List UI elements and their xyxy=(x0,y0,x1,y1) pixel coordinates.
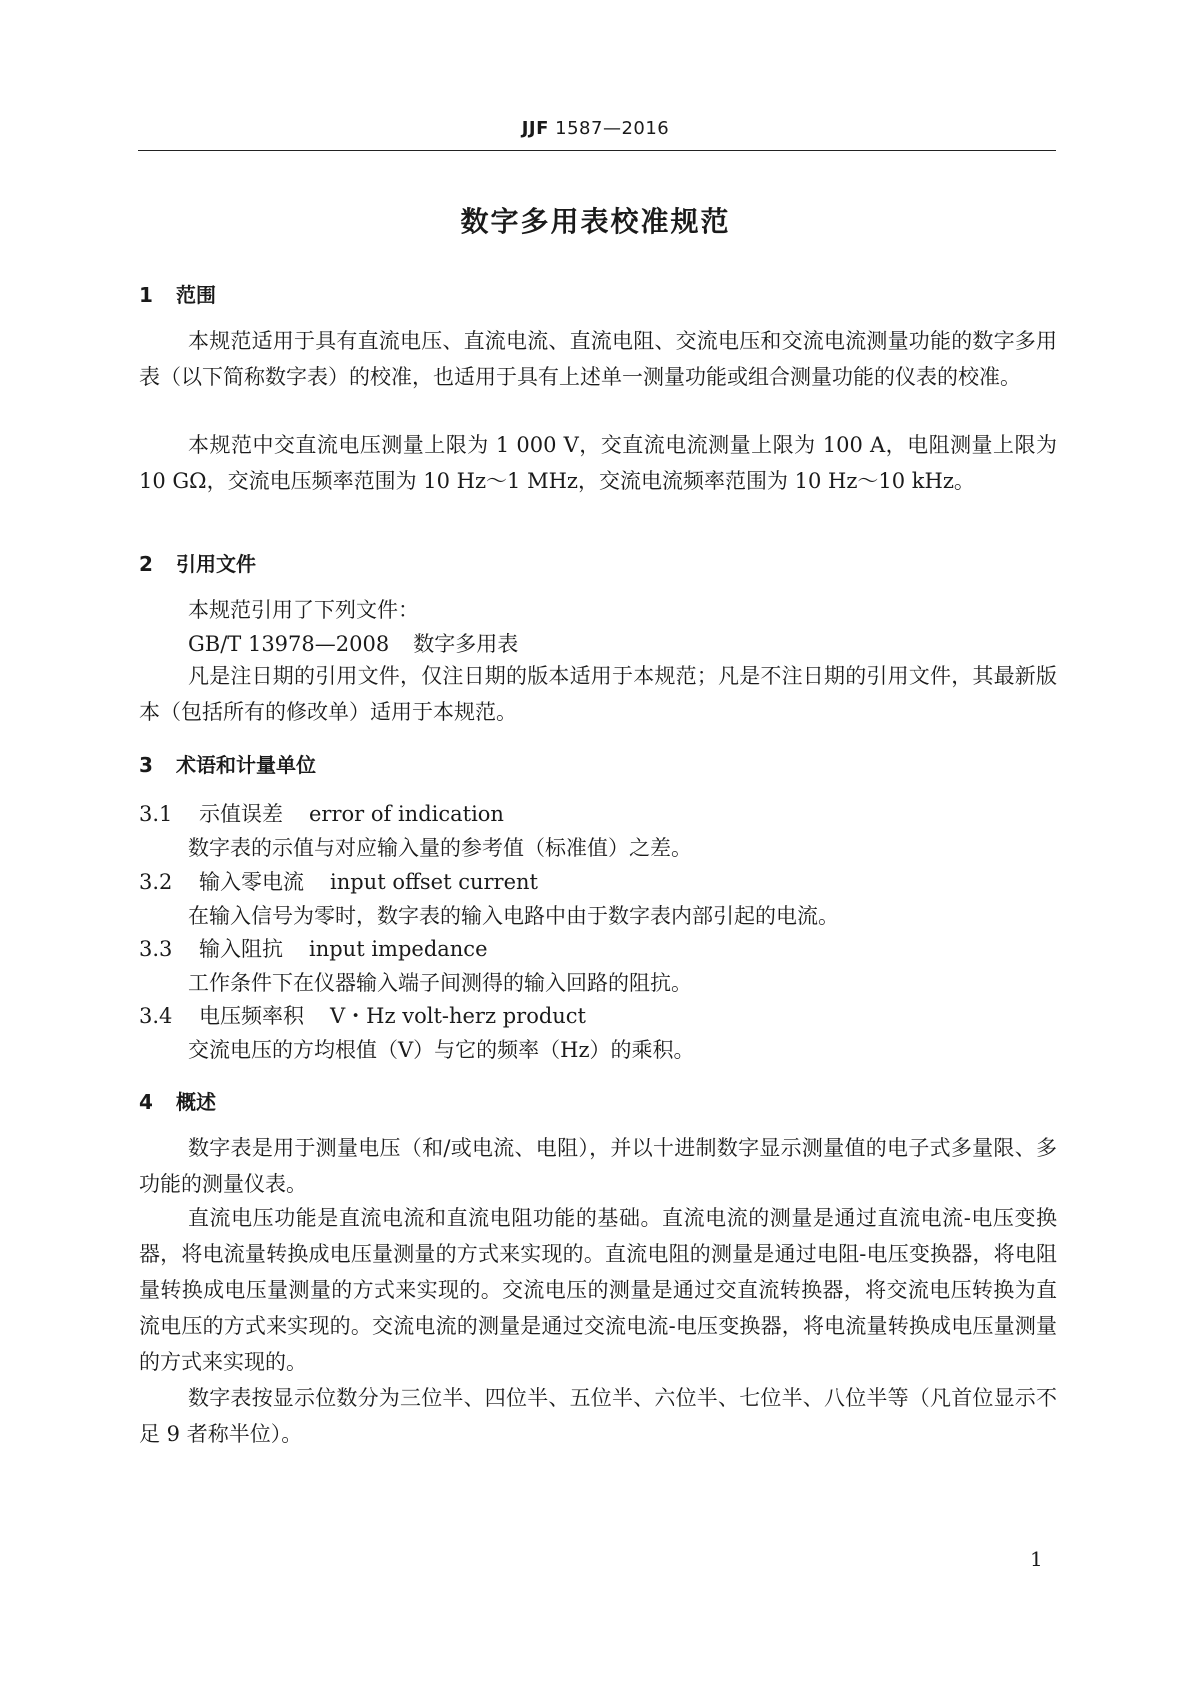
section-4-heading: 4 概述 xyxy=(139,1090,216,1114)
reference-title: 数字多用表 xyxy=(413,632,519,656)
document-title: 数字多用表校准规范 xyxy=(460,205,731,238)
section-4-paragraph-2: 直流电压功能是直流电流和直流电阻功能的基础。直流电流的测量是通过直流电流-电压变换器，将电流量转换成电压量测量的方式来实现的。直流电阻的测量是通过电阻-电压变换器，将电阻量转换成电压量测量的方式来实现的。交流电压的测量是通过交直流转换器，将交流电压转换为直流电压的方式来实现的。交流电流的测量是通过交流电流-电压变换器，将电流量转换成电压量测量的方式来实现的。 xyxy=(139,1206,1057,1374)
reference-entry xyxy=(188,628,518,658)
term-3-1: 3.1 示值误差 error of indication xyxy=(139,802,504,826)
term-3-2-definition: 在输入信号为零时，数字表的输入电路中由于数字表内部引起的电流。 xyxy=(188,904,839,928)
term-3-2: 3.2 输入零电流 input offset current xyxy=(139,870,538,894)
term-3-3-definition: 工作条件下在仪器输入端子间测得的输入回路的阻抗。 xyxy=(188,971,692,995)
section-3-heading: 3 术语和计量单位 xyxy=(139,753,316,777)
section-4-paragraph-3: 数字表按显示位数分为三位半、四位半、五位半、六位半、七位半、八位半等（凡首位显示不足 9 者称半位）。 xyxy=(139,1386,1057,1446)
section-1-heading: 1 范围 xyxy=(139,283,216,307)
section-4-paragraph-1: 数字表是用于测量电压（和/或电流、电阻），并以十进制数字显示测量值的电子式多量限、多功能的测量仪表。 xyxy=(139,1136,1057,1196)
term-3-4: 3.4 电压频率积 V・Hz volt-herz product xyxy=(139,1004,586,1028)
section-1-paragraph-1: 本规范适用于具有直流电压、直流电流、直流电阻、交流电压和交流电流测量功能的数字多用表（以下简称数字表）的校准，也适用于具有上述单一测量功能或组合测量功能的仪表的校准。 xyxy=(139,329,1057,389)
header-rule xyxy=(138,150,1056,151)
term-3-3: 3.3 输入阻抗 input impedance xyxy=(139,937,488,961)
section-2-paragraph-2: 凡是注日期的引用文件，仅注日期的版本适用于本规范；凡是不注日期的引用文件，其最新版本（包括所有的修改单）适用于本规范。 xyxy=(139,664,1057,724)
standard-code-header: JJF 1587—2016 xyxy=(521,118,670,139)
reference-code: GB/T 13978—2008 xyxy=(188,632,390,656)
page-number: 1 xyxy=(1030,1547,1043,1571)
section-2-heading: 2 引用文件 xyxy=(139,552,256,576)
section-1-paragraph-2: 本规范中交直流电压测量上限为 1 000 V，交直流电流测量上限为 100 A，电阻测量上限为 10 GΩ，交流电压频率范围为 10 Hz～1 MHz，交流电流频率范围为 10 Hz～10 kHz。 xyxy=(139,433,1057,493)
term-3-4-definition: 交流电压的方均根值（V）与它的频率（Hz）的乘积。 xyxy=(188,1038,695,1062)
term-3-1-definition: 数字表的示值与对应输入量的参考值（标准值）之差。 xyxy=(188,836,692,860)
section-2-intro: 本规范引用了下列文件： xyxy=(188,598,419,622)
